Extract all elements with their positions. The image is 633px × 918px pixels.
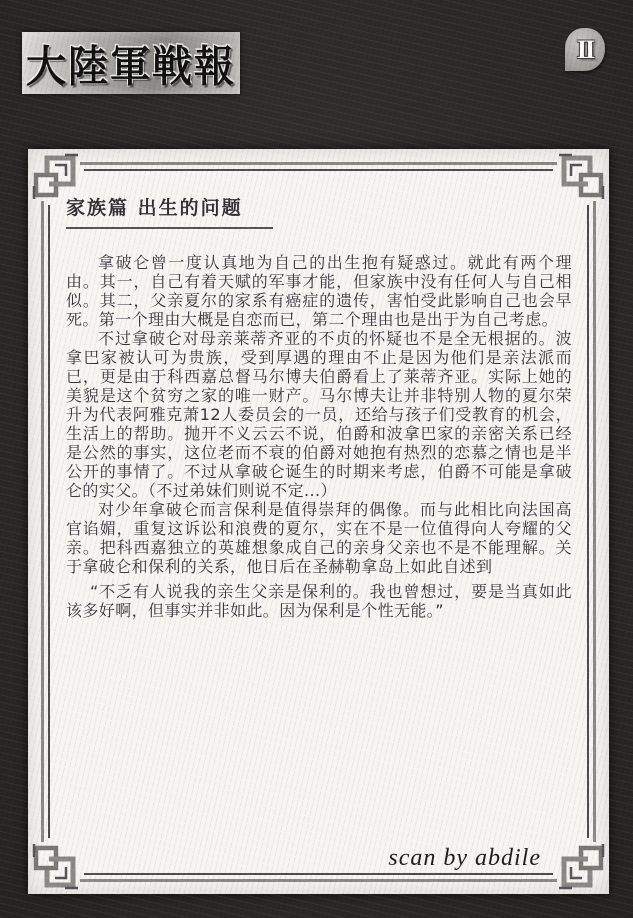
- article-body: [66, 193, 572, 620]
- frame-line-inner-left: [48, 205, 50, 838]
- frame-line-inner-right: [587, 205, 589, 838]
- volume-number: II: [576, 34, 594, 64]
- masthead-title: 大陸軍戦報: [26, 41, 236, 92]
- frame-line-outer-top: [80, 162, 557, 165]
- frame-line-outer-bottom: [80, 879, 557, 882]
- frame-line-outer-left: [41, 201, 44, 842]
- paragraph-quote: “不乏有人说我的亲生父亲是保利的。我也曾想过，要是当真如此该多好啊，但事实并非如此。因为保利是个性无能。”: [66, 582, 572, 620]
- paragraph-2: 不过拿破仑对母亲莱蒂齐亚的不贞的怀疑也不是全无根据的。波拿巴家被认可为贵族，受到厚遇的理由不止是因为他们是亲法派而已，更是由于科西嘉总督马尔博夫伯爵看上了莱蒂齐亚。实际上她的美貌是这个贫穷之家的唯一财产。马尔博夫让并非特别人物的夏尔荣升为代表阿雅克萧12人委员会的一员，还给与孩子们受教育的机会，生活上的帮助。抛开不义云云不说，伯爵和波拿巴家的亲密关系已经是公然的事实，这位老而不衰的伯爵对她抱有热烈的恋慕之情也是半公开的事情了。不过从拿破仑诞生的时期来考虑，伯爵不可能是拿破仑的实父。（不过弟妹们则说不定...）: [66, 329, 572, 500]
- scan-watermark: scan by abdile: [388, 845, 541, 871]
- volume-badge: [565, 28, 605, 71]
- paper-page: [28, 149, 609, 894]
- frame-line-inner-bottom: [84, 873, 553, 875]
- corner-ornament-icon: [554, 839, 606, 891]
- frame-line-inner-top: [84, 169, 553, 171]
- masthead-logo-plate: [22, 32, 240, 94]
- paragraph-3: 对少年拿破仑而言保利是值得崇拜的偶像。而与此相比向法国高官谄媚，重复这诉讼和浪费的夏尔，实在不是一位值得向人夸耀的父亲。把科西嘉独立的英雄想象成自己的亲身父亲也不是不能理解。关于拿破仑和保利的关系，他日后在圣赫勒拿岛上如此自述到: [66, 500, 572, 576]
- frame-line-outer-right: [593, 201, 596, 842]
- paragraph-1: 拿破仑曾一度认真地为自己的出生抱有疑惑过。就此有两个理由。其一，自己有着天赋的军事才能，但家族中没有任何人与自己相似。其二，父亲夏尔的家系有癌症的遗传，害怕受此影响自己也会早死。第一个理由大概是自恋而已，第二个理由也是出于为自己考虑。: [66, 253, 572, 329]
- corner-ornament-icon: [31, 839, 83, 891]
- section-heading: 家族篇 出生的问题: [66, 193, 273, 229]
